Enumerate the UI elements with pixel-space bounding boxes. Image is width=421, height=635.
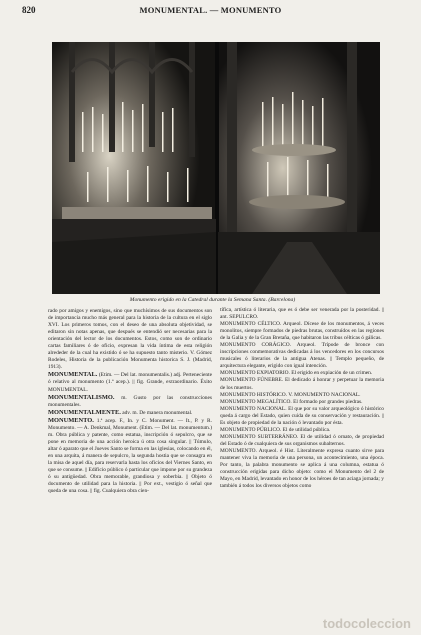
entry-text: MONUMENTO FÚNEBRE. El dedicado á honrar y perpetuar la memoria de los muertos. <box>220 377 384 391</box>
entry-text: adv. m. De manera monumental. <box>122 409 193 416</box>
entry-text: MONUMENTO EXPIATORIO. El erigido en expiación de un crimen. <box>220 370 373 377</box>
right-paragraph <box>220 448 384 490</box>
left-paragraph <box>48 394 212 409</box>
left-paragraph <box>48 409 212 417</box>
entry-headword: MONUMENTO. <box>48 416 94 424</box>
entry-headword: MONUMENTALISMO. <box>48 393 115 401</box>
right-paragraph <box>220 342 384 370</box>
right-paragraph <box>220 427 384 434</box>
entry-headword: MONUMENTALMENTE. <box>48 408 121 416</box>
photo-caption: Monumento erigido en la Catedral durante la Semana Santa. (Barcelona) <box>129 297 296 303</box>
right-paragraph <box>220 321 384 342</box>
entry-text: 1.ª acep. F., In. y C. Monument. — It., P. y R. Monumento. — A. Denkmal, Monument. (Etim. — Del lat. monumentum.) m. Obra pública y patente, como estatua, inscripción ó sepulcro, que se pone en memoria de una acción heroica ú otra cosa singular. || Túmulo, altar ó aparato que el Jueves Santo se forma en las iglesias, colocando en él, en una arquita, á manera de sepulcro, la segunda hostia que se consagra en la misa de aquel día, para reservarla hasta los oficios del Viernes Santo, en que se consume. || Edificio público ó particular que impone por su grandeza ó su antigüedad. Obra memorable, grandiosa y soberbia. || Objeto ó documento de utilidad para la historia. || Por ext., vestigio ó señal que queda de una cosa. || fig. Cualquiera obra cien- <box>48 417 212 495</box>
page-number: 820 <box>22 5 36 15</box>
entry-text: MONUMENTO. Arqueol. é Hist. Literalmente expresa cuanto sirve para mantener viva la memoria de una persona, un acontecimiento, una época. Por tanto, la palabra monumento se aplica á una columna, estatua ó construcción erigidas para dicho objeto: como el Monumento del 2 de Mayo, en Madrid, levantado en honor de los héroes de tan aciaga jornada; y también á todos los diversos objetos como <box>220 447 384 490</box>
entry-text: MONUMENTO HISTÓRICO. V. MONUMENTO NACIONAL. <box>220 391 361 398</box>
left-paragraph <box>48 417 212 496</box>
entry-headword: MONUMENTAL. <box>48 371 98 379</box>
right-paragraph <box>220 307 384 321</box>
entry-text: rado por amigos y enemigos, sino que muchísimos de sus documentos son de importancia mucho más general para la historia de la cultura en el siglo XVI. Los primeros tomos, con el deseo de una absoluta objetividad, se editaron sin notas apenas, que después se entendió ser necesarias para la orientación del lector de los documentos. Estos, como son de ordinario cartas familiares ó de oficio, expresan la vida íntima de esta religión alrededer de la cual ha existido ó se ha supuesto tanto misterio. V. Gómez Rodeles, Historia de la publicación Monumenta historica S. J. (Madrid, 1913). <box>48 308 212 371</box>
entry-text: (Etim. — Del lat. monumentalis.) adj. Perteneciente ó relativo al monumento (1.ª acep.). || fig. Grande, extraordinario. Éxito MONUMENTAL. <box>48 372 212 393</box>
right-paragraph <box>220 434 384 448</box>
left-paragraph <box>48 307 212 371</box>
entry-text: MONUMENTO CORÁGICO. Arqueol. Trípode de bronce con inscripciones conmemorativas dedicadas á los vencedores en los concursos musicales ó literarios de la antigua Atenas. || Templo pequeño, de arquitectura elegante, erigido con igual intención. <box>220 342 384 370</box>
right-paragraph <box>220 392 384 399</box>
watermark: todocoleccion <box>322 616 411 631</box>
running-title: MONUMENTAL. — MONUMENTO <box>139 5 282 15</box>
left-column <box>48 307 212 495</box>
entry-text: m. Gusto por las construcciones monumentales. <box>48 394 212 408</box>
right-paragraph <box>220 406 384 427</box>
entry-text: MONUMENTO PÚBLICO. El de utilidad pública. <box>220 426 331 433</box>
page-header <box>0 5 421 19</box>
entry-text: MONUMENTO SUBTERRÁNEO. El de utilidad ó ornato, de propiedad del Estado ó de cualquiera de sus organismos subalternos. <box>220 433 384 447</box>
entry-text: tífica, artística ó literaria, que es ó debe ser venerada por la posteridad. || ant. SEPULCRO. <box>220 307 384 321</box>
entry-text: MONUMENTO CÉLTICO. Arqueol. Dícese de los monumentos, á veces monolitos, siempre formados de piedras brutas, construídos en las regiones de la Galia y de la Gran Bretaña, que habitaron las tribus célticas ó gálicas. <box>220 321 384 342</box>
right-column <box>220 307 384 490</box>
right-paragraph <box>220 377 384 391</box>
right-paragraph <box>220 399 384 406</box>
entry-text: MONUMENTO NACIONAL. El que por su valor arqueológico ó histórico queda á cargo del Estado, quien cuida de su conservación y restauración. || Es objeto de propiedad de la nación ó levantado por ésta. <box>220 405 384 426</box>
entry-text: MONUMENTO MEGALÍTICO. El formado por grandes piedras. <box>220 398 363 405</box>
cathedral-photo <box>52 42 380 294</box>
cathedral-monument-image <box>52 42 380 294</box>
left-paragraph <box>48 371 212 393</box>
